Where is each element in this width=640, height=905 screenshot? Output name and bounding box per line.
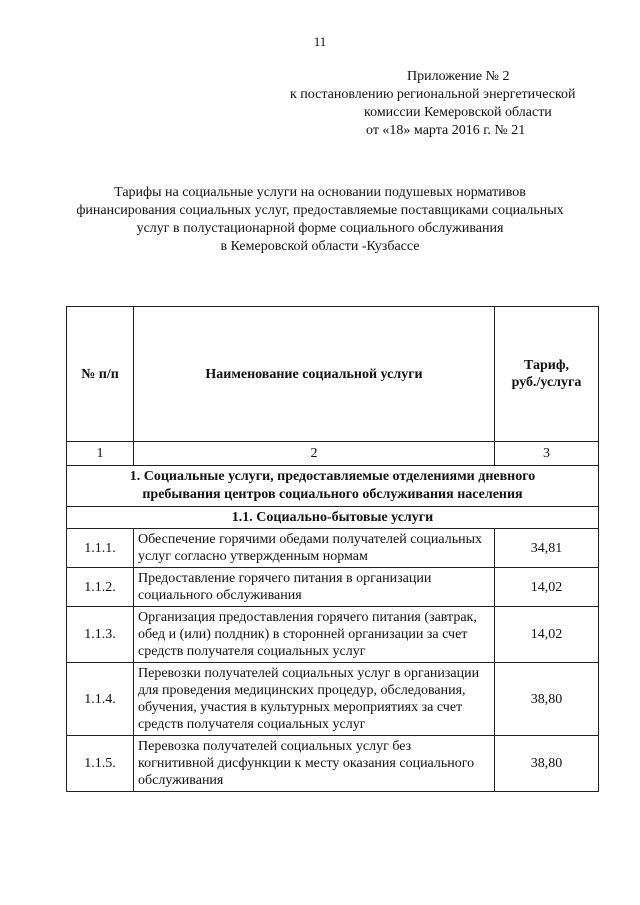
section-title bbox=[67, 466, 599, 507]
appendix-line-1: Приложение № 2 bbox=[407, 69, 510, 84]
table-row bbox=[67, 736, 599, 792]
page-number: 11 bbox=[313, 34, 327, 49]
column-numbers-row bbox=[67, 442, 599, 466]
title-line-1: Тарифы на социальные услуги на основании подушевых нормативов bbox=[114, 185, 526, 200]
appendix-line-3: комиссии Кемеровской области bbox=[364, 105, 552, 120]
section-row bbox=[67, 466, 599, 507]
tariff-value: 14,02 bbox=[495, 568, 599, 607]
service-name: Перевозки получателей социальных услуг в организации для проведения медицинских процедур, обследования, обучения, участия в культурных мероприятиях за счет средств получателя социальных услуг bbox=[134, 663, 495, 736]
title-line-4: в Кемеровской области -Кузбассе bbox=[220, 239, 420, 254]
header-name: Наименование социальной услуги bbox=[134, 307, 495, 442]
column-number: 2 bbox=[134, 442, 495, 466]
tariff-value: 38,80 bbox=[495, 663, 599, 736]
row-number: 1.1.1. bbox=[67, 529, 134, 568]
header-tariff-line-1: Тариф, bbox=[523, 358, 570, 373]
row-number: 1.1.5. bbox=[67, 736, 134, 792]
appendix-line-2: к постановлению региональной энергетической bbox=[290, 87, 576, 102]
document-title bbox=[40, 184, 600, 256]
table-row bbox=[67, 568, 599, 607]
table-row bbox=[67, 663, 599, 736]
service-name: Организация предоставления горячего питания (завтрак, обед и (или) полдник) в сторонней организации за счет средств получателя социальных услуг bbox=[134, 607, 495, 663]
row-number: 1.1.4. bbox=[67, 663, 134, 736]
column-number: 1 bbox=[67, 442, 134, 466]
appendix-line-4: от «18» марта 2016 г. № 21 bbox=[366, 123, 526, 138]
section-title-line-2: пребывания центров социального обслуживания населения bbox=[142, 487, 523, 502]
subsection-row bbox=[67, 507, 599, 529]
row-number: 1.1.3. bbox=[67, 607, 134, 663]
service-name: Перевозка получателей социальных услуг без когнитивной дисфункции к месту оказания социального обслуживания bbox=[134, 736, 495, 792]
column-number: 3 bbox=[495, 442, 599, 466]
table-row bbox=[67, 529, 599, 568]
tariff-value: 34,81 bbox=[495, 529, 599, 568]
tariff-value: 38,80 bbox=[495, 736, 599, 792]
table-header-row bbox=[67, 307, 599, 442]
service-name: Обеспечение горячими обедами получателей социальных услуг согласно утвержденным нормам bbox=[134, 529, 495, 568]
appendix-block bbox=[288, 68, 608, 140]
subsection-title: 1.1. Социально-бытовые услуги bbox=[67, 507, 599, 529]
section-title-line-1: 1. Социальные услуги, предоставляемые отделениями дневного bbox=[129, 469, 536, 484]
tariffs-table bbox=[66, 306, 599, 792]
header-tariff bbox=[495, 307, 599, 442]
service-name: Предоставление горячего питания в организации социального обслуживания bbox=[134, 568, 495, 607]
header-tariff-line-2: руб./услуга bbox=[511, 375, 582, 390]
title-line-2: финансирования социальных услуг, предоставляемые поставщиками социальных bbox=[76, 203, 564, 218]
header-num: № п/п bbox=[67, 307, 134, 442]
row-number: 1.1.2. bbox=[67, 568, 134, 607]
table-row bbox=[67, 607, 599, 663]
tariff-value: 14,02 bbox=[495, 607, 599, 663]
title-line-3: услуг в полустационарной форме социального обслуживания bbox=[136, 221, 504, 236]
